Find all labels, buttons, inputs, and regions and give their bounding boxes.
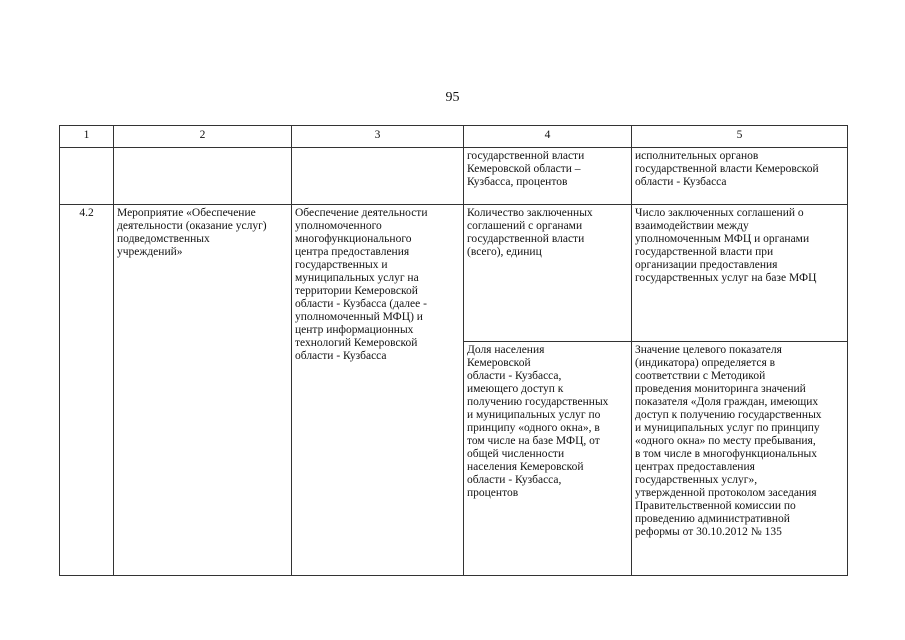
continuation-cell-3 <box>292 148 464 205</box>
continuation-indicator-method: исполнительных органов государственной власти Кемеровской области - Кузбасса <box>632 148 848 205</box>
row-number: 4.2 <box>60 205 114 576</box>
indicator-method-2: Значение целевого показателя (индикатора) определяется в соответствии с Методикой проведения мониторинга значений показателя «Доля граждан, имеющих доступ к получению государственных и муниципальных услуг по принципу «одного окна» по месту пребывания, в том числе в многофункциональных центрах предоставления государственных услуг», утвержденной протоколом заседания Правительственной комиссии по проведению административной реформы от 30.10.2012 № 135 <box>632 342 848 576</box>
table-row-4-2 <box>60 205 848 342</box>
column-number-5: 5 <box>632 126 848 148</box>
column-number-3: 3 <box>292 126 464 148</box>
indicator-table <box>59 125 848 576</box>
continuation-cell-1 <box>60 148 114 205</box>
continuation-indicator-name: государственной власти Кемеровской области – Кузбасса, процентов <box>464 148 632 205</box>
column-number-4: 4 <box>464 126 632 148</box>
page-number: 95 <box>445 90 460 105</box>
indicator-name-1: Количество заключенных соглашений с органами государственной власти (всего), единиц <box>464 205 632 342</box>
activity-description: Обеспечение деятельности уполномоченного многофункционального центра предоставления государственных и муниципальных услуг на территории Кемеровской области - Кузбасса (далее - уполномоченный МФЦ) и центр информационных технологий Кемеровской области - Кузбасса <box>292 205 464 576</box>
indicator-name-2: Доля населения Кемеровской области - Кузбасса, имеющего доступ к получению государственных и муниципальных услуг по принципу «одного окна», в том числе на базе МФЦ, от общей численности населения Кемеровской области - Кузбасса, процентов <box>464 342 632 576</box>
table-header-row <box>60 126 848 148</box>
activity-name: Мероприятие «Обеспечение деятельности (оказание услуг) подведомственных учреждений» <box>114 205 292 576</box>
table-row-continuation <box>60 148 848 205</box>
continuation-cell-2 <box>114 148 292 205</box>
column-number-1: 1 <box>60 126 114 148</box>
column-number-2: 2 <box>114 126 292 148</box>
indicator-method-1: Число заключенных соглашений о взаимодействии между уполномоченным МФЦ и органами государственной власти при организации предоставления государственных услуг на базе МФЦ <box>632 205 848 342</box>
